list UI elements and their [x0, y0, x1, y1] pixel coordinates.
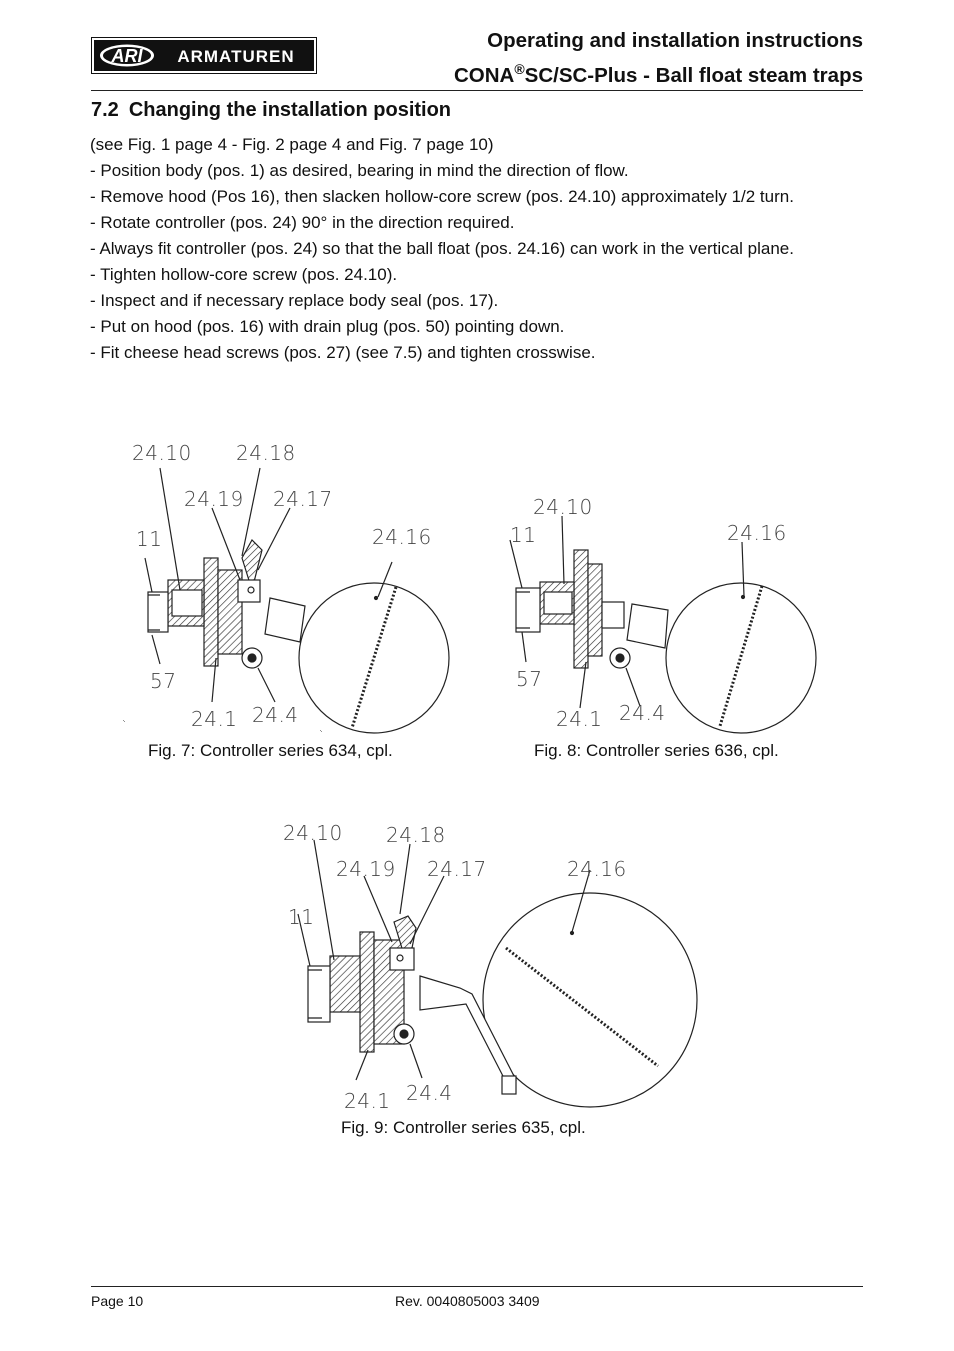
- controller-634-drawing: [120, 430, 450, 740]
- label-24-4: 24.4: [406, 1081, 453, 1105]
- instruction-step: - Tighten hollow-core screw (pos. 24.10).: [90, 265, 398, 284]
- title-line-1: Operating and installation instructions: [487, 29, 863, 52]
- figure-7: [120, 430, 450, 740]
- logo-ari-text: ARI: [111, 46, 143, 66]
- instruction-step: - Rotate controller (pos. 24) 90° in the direction required.: [90, 213, 515, 232]
- label-24-18: 24.18: [386, 823, 446, 847]
- revision-number: Rev. 0040805003 3409: [395, 1293, 540, 1309]
- label-24-10: 24.10: [533, 495, 593, 519]
- instruction-step: - Inspect and if necessary replace body seal (pos. 17).: [90, 291, 499, 310]
- label-24-18: 24.18: [236, 441, 296, 465]
- section-title: Changing the installation position: [128, 99, 452, 121]
- title-product-name: CONA: [453, 63, 515, 87]
- section-heading: [91, 99, 451, 122]
- label-24-17: 24.17: [427, 857, 487, 881]
- instruction-step: - Always fit controller (pos. 24) so that the ball float (pos. 24.16) can work in the vertical plane.: [90, 239, 794, 258]
- instruction-step: - Put on hood (pos. 16) with drain plug (pos. 50) pointing down.: [90, 317, 565, 336]
- page-number: Page 10: [91, 1293, 144, 1309]
- instruction-step: - Position body (pos. 1) as desired, bearing in mind the direction of flow.: [90, 161, 629, 180]
- label-24-4: 24.4: [619, 701, 666, 725]
- label-24-1: 24.1: [556, 707, 603, 731]
- document-title: [454, 27, 863, 90]
- registered-mark: ®: [514, 61, 525, 77]
- ari-armaturen-logo: [91, 37, 317, 74]
- label-24-16: 24.16: [372, 525, 432, 549]
- label-11: 11: [136, 527, 163, 551]
- label-24-10: 24.10: [283, 821, 343, 845]
- label-24-16: 24.16: [567, 857, 627, 881]
- instruction-step: - Remove hood (Pos 16), then slacken hollow-core screw (pos. 24.10) approximately 1/2 turn.: [90, 187, 794, 206]
- instruction-text: [90, 134, 860, 368]
- label-24-1: 24.1: [191, 707, 238, 731]
- logo-graphic: [91, 37, 317, 74]
- controller-635-drawing: [280, 810, 690, 1115]
- instruction-step: - Fit cheese head screws (pos. 27) (see 7.5) and tighten crosswise.: [90, 343, 596, 362]
- label-57: 57: [516, 667, 543, 691]
- label-24-17: 24.17: [273, 487, 333, 511]
- label-11: 11: [510, 523, 537, 547]
- figure-8: [490, 490, 830, 740]
- section-number: 7.2: [91, 99, 119, 121]
- figure-7-caption: Fig. 7: Controller series 634, cpl.: [148, 741, 393, 760]
- figure-9: [280, 810, 690, 1115]
- label-24-4: 24.4: [252, 703, 299, 727]
- label-24-1: 24.1: [344, 1089, 391, 1113]
- title-line-2: [454, 55, 863, 90]
- logo-armaturen-text: ARMATUREN: [177, 47, 295, 66]
- label-24-19: 24.19: [184, 487, 244, 511]
- label-57: 57: [150, 669, 177, 693]
- label-24-16: 24.16: [727, 521, 787, 545]
- figure-9-caption: Fig. 9: Controller series 635, cpl.: [341, 1118, 586, 1137]
- figure-reference: (see Fig. 1 page 4 - Fig. 2 page 4 and Fig. 7 page 10): [90, 135, 494, 154]
- header-divider: [91, 90, 863, 91]
- label-24-19: 24.19: [336, 857, 396, 881]
- label-11: 11: [288, 905, 315, 929]
- title-product-desc: SC/SC-Plus - Ball float steam traps: [524, 63, 863, 87]
- figure-8-caption: Fig. 8: Controller series 636, cpl.: [534, 741, 779, 760]
- controller-636-drawing: [490, 490, 830, 740]
- footer-divider: [91, 1286, 863, 1287]
- label-24-10: 24.10: [132, 441, 192, 465]
